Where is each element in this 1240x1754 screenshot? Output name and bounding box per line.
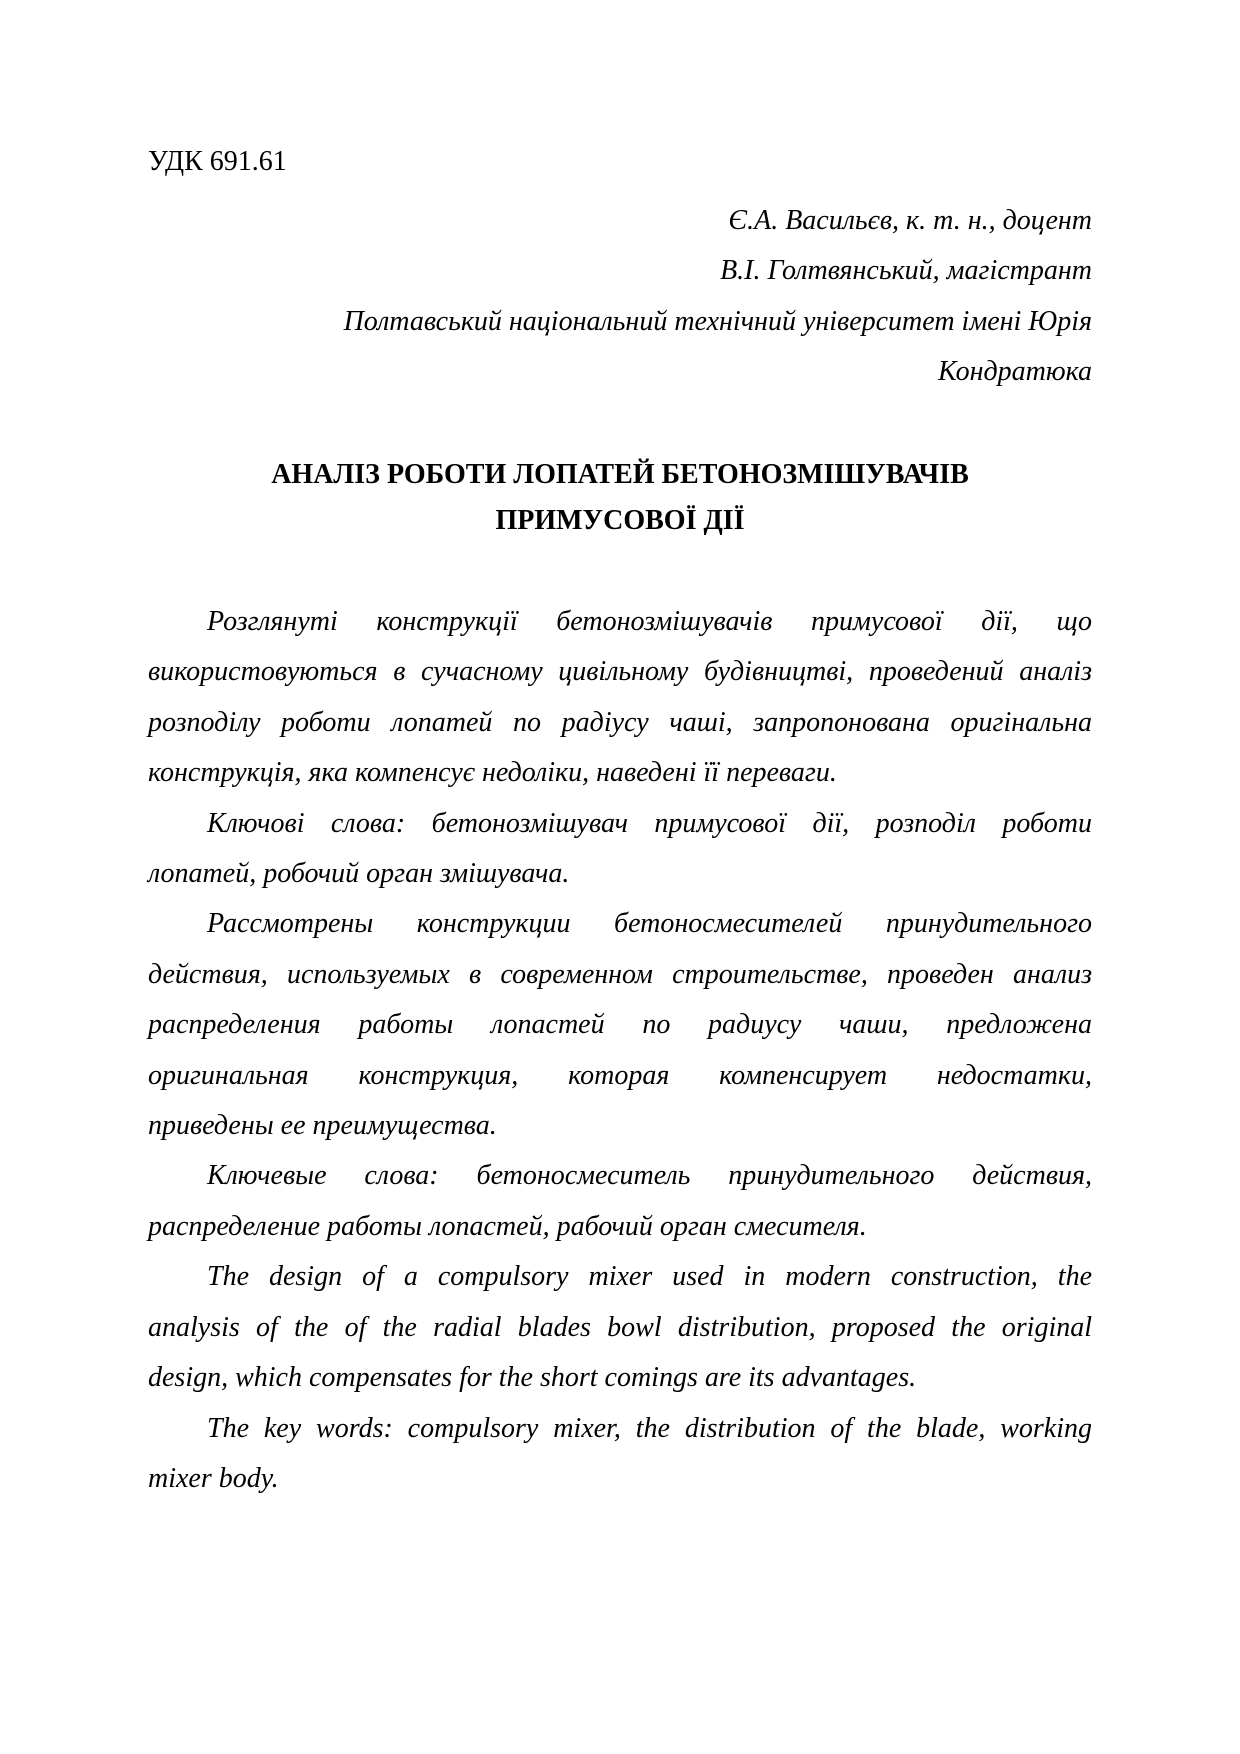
text-line: распределение работы лопастей, рабочий орган смесителя.	[148, 1210, 867, 1242]
text-line: The design of a compulsory mixer used in modern construction, the	[207, 1261, 1092, 1293]
text-line: analysis of the of the radial blades bowl distribution, proposed the original	[148, 1311, 1092, 1343]
abstract-body	[148, 597, 1092, 1504]
keywords-ua	[148, 799, 1092, 900]
text-line: mixer body.	[148, 1462, 279, 1494]
text-line: design, which compensates for the short comings are its advantages.	[148, 1362, 917, 1394]
author-1: Є.А. Васильєв, к. т. н., доцент	[728, 205, 1092, 236]
text-line: використовуються в сучасному цивільному будівництві, проведений аналіз	[148, 656, 1092, 688]
text-line: Ключевые слова: бетоносмеситель принудительного действия,	[207, 1160, 1092, 1192]
text-line: распределения работы лопастей по радиусу чаши, предложена	[148, 1009, 1092, 1041]
text-line: оригинальная конструкция, которая компенсирует недостатки,	[148, 1059, 1092, 1091]
text-line: The key words: compulsory mixer, the distribution of the blade, working	[207, 1412, 1092, 1444]
affiliation-line-2: Кондратюка	[938, 355, 1092, 387]
abstract-ru	[148, 899, 1092, 1151]
text-line: лопатей, робочий орган змішувача.	[148, 858, 570, 890]
text-line: действия, используемых в современном строительстве, проведен анализ	[148, 958, 1092, 990]
text-line: приведены ее преимущества.	[148, 1110, 497, 1142]
text-line: розподілу роботи лопатей по радіусу чаші, запропонована оригінальна	[148, 706, 1092, 738]
text-line: Рассмотрены конструкции бетоносмесителей принудительного	[207, 908, 1092, 940]
text-line: конструкція, яка компенсує недоліки, наведені її переваги.	[148, 757, 837, 789]
udc-code: УДК 691.61	[148, 146, 287, 177]
abstract-ua	[148, 597, 1092, 799]
paper-title	[148, 452, 1092, 544]
keywords-ru	[148, 1151, 1092, 1252]
text-line: Ключові слова: бетонозмішувач примусової дії, розподіл роботи	[207, 807, 1092, 839]
title-line-1: АНАЛІЗ РОБОТИ ЛОПАТЕЙ БЕТОНОЗМІШУВАЧІВ	[271, 459, 969, 490]
keywords-en	[148, 1404, 1092, 1505]
affiliation-line-1: Полтавський національний технічний університет імені Юрія	[343, 305, 1092, 337]
abstract-en	[148, 1252, 1092, 1403]
title-line-2: ПРИМУСОВОЇ ДІЇ	[495, 505, 745, 536]
text-line: Розглянуті конструкції бетонозмішувачів примусової дії, що	[207, 606, 1092, 637]
author-block	[148, 196, 1092, 397]
author-2: В.І. Голтвянський, магістрант	[720, 255, 1092, 287]
